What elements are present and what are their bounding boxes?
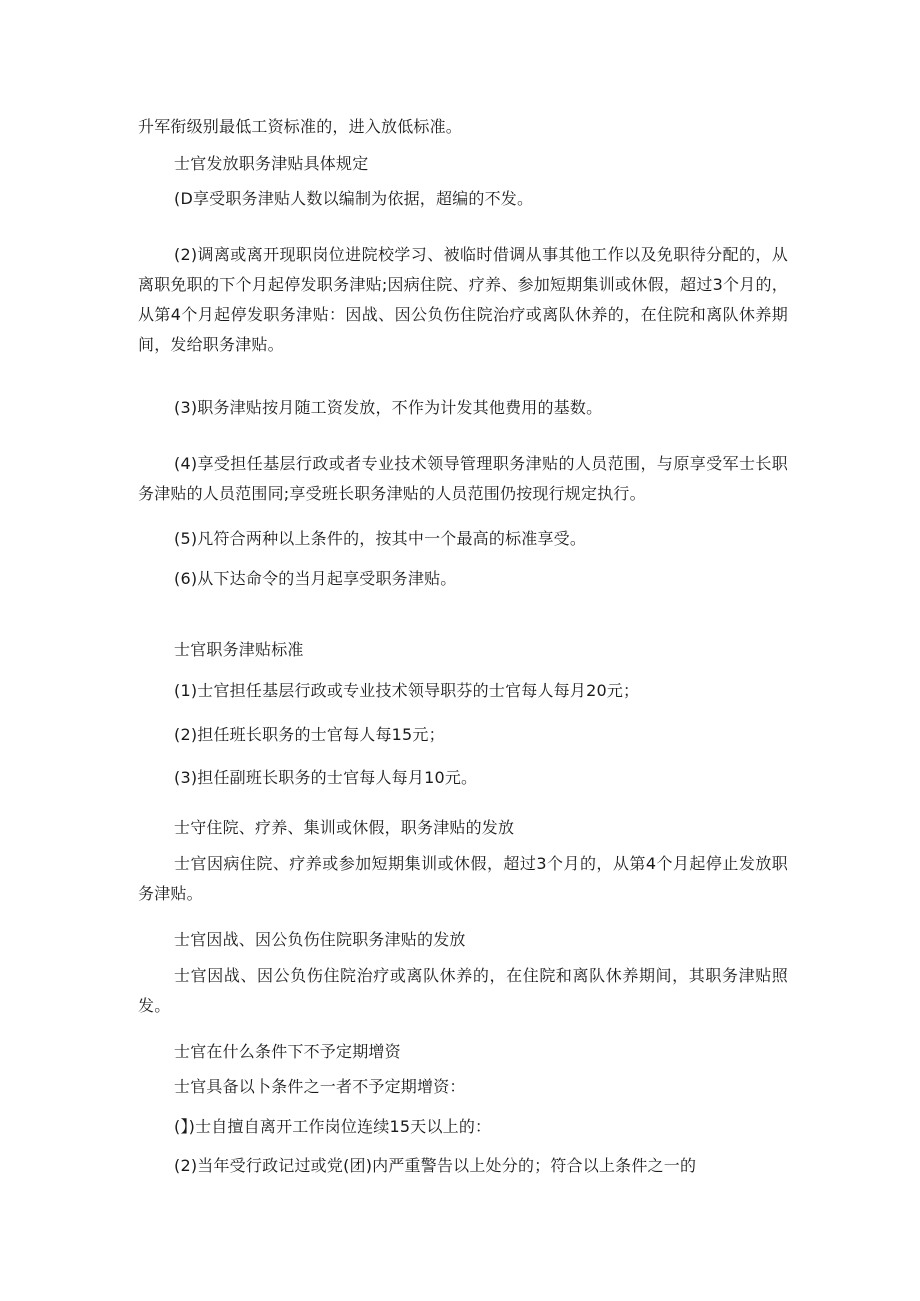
rule-item-6: (6)从下达命令的当月起享受职务津贴。 (174, 569, 457, 588)
standard-item-1: (1)士官担任基层行政或专业技术领导职芬的士官每人每月20元； (174, 681, 640, 700)
rule-item-3: (3)职务津贴按月随工资发放，不作为计发其他费用的基数。 (174, 398, 603, 417)
no-raise-item-2: (2)当年受行政记过或党(团)内严重警告以上处分的；符合以上条件之一的 (174, 1156, 697, 1175)
standard-item-2: (2)担任班长职务的士官每人每15元； (174, 725, 445, 744)
rule-item-5: (5)凡符合两种以上条件的，按其中一个最高的标准享受。 (174, 529, 587, 548)
section-heading-hospital-leave: 士守住院、疗养、集训或休假，职务津贴的发放 (174, 818, 515, 837)
rule-item-1: (D享受职务津贴人数以编制为依据，超编的不发。 (174, 189, 534, 208)
paragraph-continuation: 升军衔级别最低工资标准的，进入放低标准。 (138, 117, 463, 136)
rule-item-4: (4)享受担任基层行政或者专业技术领导管理职务津贴的人员范围，与原享受军士长职务津贴的人员范围同;享受班长职务津贴的人员范围仍按现行规定执行。 (138, 454, 788, 503)
no-raise-intro: 士官具备以卜条件之一者不予定期增资： (174, 1077, 466, 1096)
standard-item-3: (3)担任副班长职务的士官每人每月10元。 (174, 768, 478, 787)
injury-paragraph: 士官因战、因公负伤住院治疗或离队休养的，在住院和离队休养期间，其职务津贴照发。 (138, 966, 788, 1015)
section-heading-injury: 士官因战、因公负伤住院职务津贴的发放 (174, 930, 466, 949)
hospital-leave-paragraph: 士官因病住院、疗养或参加短期集训或休假，超过3个月的，从第4个月起停止发放职务津贴。 (138, 854, 788, 903)
section-heading-allowance-standard: 士官职务津贴标准 (174, 640, 304, 659)
rule-item-2: (2)调离或离开现职岗位进院校学习、被临时借调从事其他工作以及免职待分配的，从离职免职的下个月起停发职务津贴;因病住院、疗养、参加短期集训或休假，超过3个月的，从第4个月起停发职务津贴：因战、因公负伤住院治疗或离队休养的，在住院和离队休养期间，发给职务津贴。 (138, 245, 788, 354)
no-raise-item-1: (】)士自擅自离开工作岗位连续15天以上的： (174, 1117, 492, 1136)
section-heading-no-raise: 士官在什么条件下不予定期增资 (174, 1042, 401, 1061)
section-heading-duty-allowance-rules: 士官发放职务津贴具体规定 (174, 154, 369, 173)
